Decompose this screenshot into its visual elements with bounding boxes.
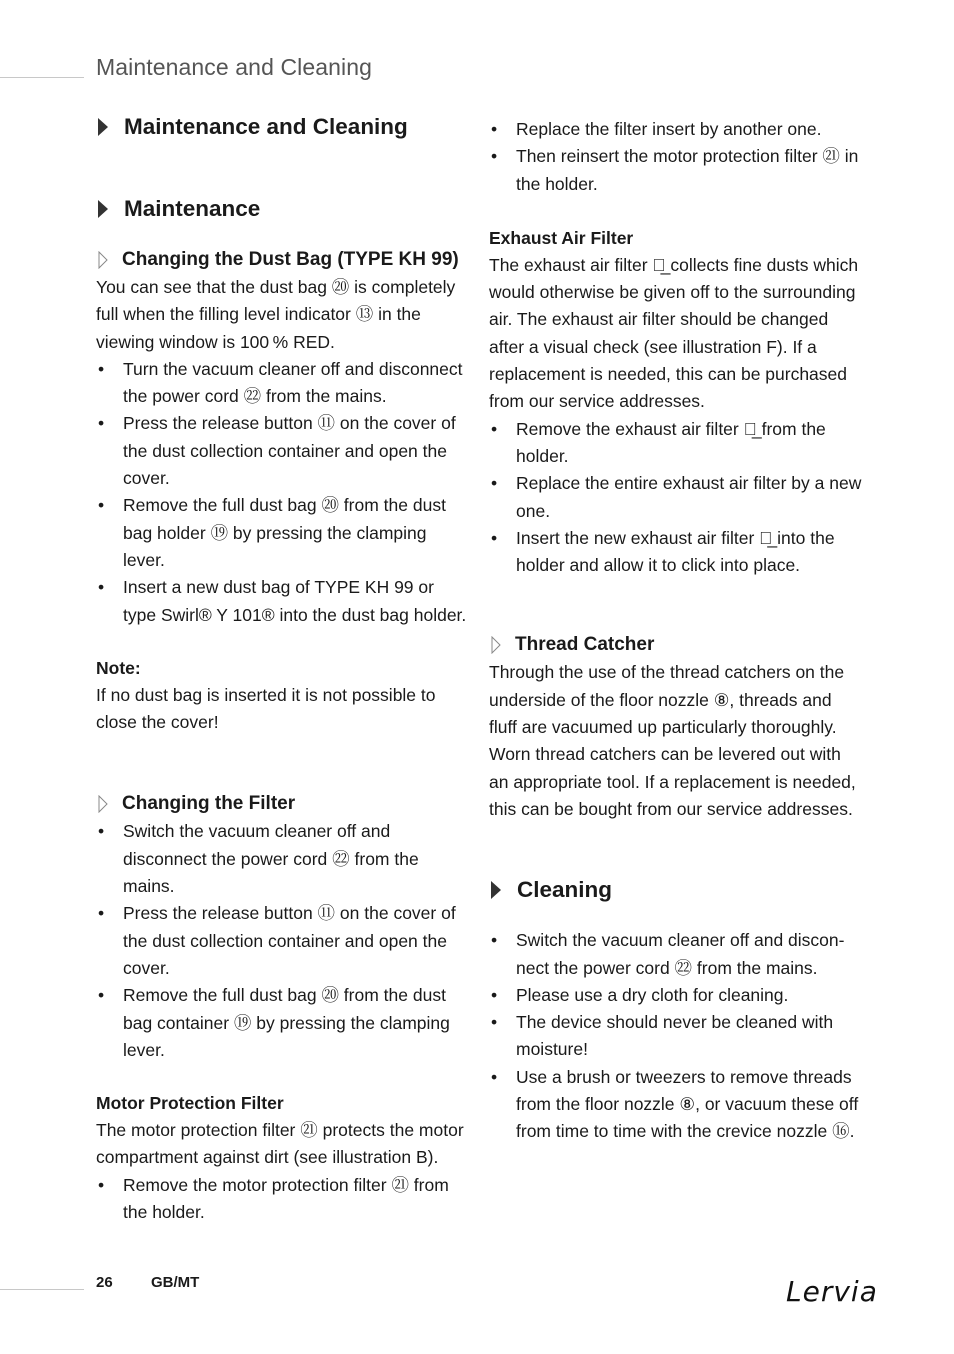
list-item: • Use a brush or tweezers to remove threads from the floor nozzle ⑧, or vacuum these off from time to time with the crevice nozzle ⑯. — [489, 1064, 864, 1146]
motor-filter-text: The motor protection filter ㉑ protects the motor compartment against dirt (see illustration B). — [96, 1120, 464, 1168]
filter-steps — [96, 818, 468, 1064]
list-item: • Switch the vacuum cleaner off and discon-nect the power cord ㉒ from the mains. — [489, 927, 864, 982]
outline-triangle-icon — [98, 251, 108, 269]
dust-bag-steps — [96, 356, 468, 629]
right-column — [489, 116, 864, 1146]
subheading-text: Thread Catcher — [515, 634, 655, 656]
section-heading-cleaning — [489, 873, 864, 907]
note-text: If no dust bag is inserted it is not possible to close the cover! — [96, 684, 436, 733]
brand-logo: Lervia — [786, 1275, 878, 1308]
list-item: • Remove the full dust bag ⑳ from the dust bag container ⑲ by pressing the clamping lever. — [96, 982, 468, 1064]
subheading-thread-catcher — [489, 631, 864, 659]
motor-filter-steps-continued — [489, 116, 864, 198]
language-code: GB/MT — [151, 1274, 200, 1291]
exhaust-filter-text: The exhaust air filter ㉑̲ collects fine dusts which would otherwise be given off to the surrounding air. The exhaust air filter should be changed after a visual check (see illustration F). If a replacement is needed, this can be purchased from our service addresses. — [489, 254, 859, 412]
subheading-filter — [96, 790, 468, 818]
note-label: Note: — [96, 657, 141, 678]
list-item: • Insert the new exhaust air filter ㉒̲ into the holder and allow it to click into place. — [489, 525, 864, 580]
triangle-bullet-icon — [98, 118, 108, 136]
subheading-text: Changing the Filter — [122, 793, 296, 815]
section-heading-maintenance — [96, 192, 468, 226]
motor-filter-steps — [96, 1172, 468, 1227]
heading-text: Maintenance and Cleaning — [124, 114, 408, 139]
footer-rule — [0, 1289, 84, 1290]
list-item: • Remove the motor protection filter ㉑ from the holder. — [96, 1172, 468, 1227]
list-item: • Replace the entire exhaust air filter by a new one. — [489, 470, 864, 525]
heading-text: Maintenance — [124, 196, 261, 221]
list-item: • Remove the full dust bag ⑳ from the dust bag holder ⑲ by pressing the clamping lever. — [96, 492, 468, 574]
cleaning-steps — [489, 927, 864, 1145]
list-item: • Remove the exhaust air filter ㉒̲ from the holder. — [489, 416, 864, 471]
list-item: • Insert a new dust bag of TYPE KH 99 or type Swirl® Y 101® into the dust bag holder. — [96, 574, 468, 629]
dust-bag-intro: You can see that the dust bag ⑳ is completely full when the filling level indicator ⑬ in the viewing window is 100 % RED. — [96, 277, 456, 352]
page-number: 26 — [96, 1274, 113, 1291]
left-column — [96, 110, 468, 1226]
running-title: Maintenance and Cleaning — [96, 54, 373, 80]
list-item: • Switch the vacuum cleaner off and disconnect the power cord ㉒ from the mains. — [96, 818, 468, 900]
list-item: • Replace the filter insert by another one. — [489, 116, 864, 143]
exhaust-filter-steps — [489, 416, 864, 580]
outline-triangle-icon — [98, 795, 108, 813]
list-item: • Please use a dry cloth for cleaning. — [489, 982, 864, 1009]
section-heading-maintenance-cleaning — [96, 110, 468, 144]
header-rule — [0, 77, 84, 78]
triangle-bullet-icon — [98, 200, 108, 218]
triangle-bullet-icon — [491, 881, 501, 899]
list-item: • Then reinsert the motor protection filter ㉑ in the holder. — [489, 143, 864, 198]
exhaust-filter-heading: Exhaust Air Filter — [489, 227, 634, 248]
list-item: • The device should never be cleaned with moisture! — [489, 1009, 864, 1064]
subheading-dust-bag — [96, 246, 468, 274]
heading-text: Cleaning — [517, 877, 613, 903]
outline-triangle-icon — [491, 636, 501, 654]
motor-filter-heading: Motor Protection Filter — [96, 1093, 284, 1114]
list-item: • Turn the vacuum cleaner off and disconnect the power cord ㉒ from the mains. — [96, 356, 468, 411]
subheading-text: Changing the Dust Bag (TYPE KH 99) — [122, 249, 459, 270]
list-item: • Press the release button ⑪ on the cover of the dust collection container and open the cover. — [96, 900, 468, 982]
thread-catcher-text: Through the use of the thread catchers on the underside of the floor nozzle ⑧, threads and fluff are vacuumed up particularly thoroughly. Worn thread catchers can be levered out with an appropriate tool. If a replacement is needed, this can be bought from our service addresses. — [489, 662, 856, 819]
list-item: • Press the release button ⑪ on the cover of the dust collection container and open the cover. — [96, 410, 468, 492]
